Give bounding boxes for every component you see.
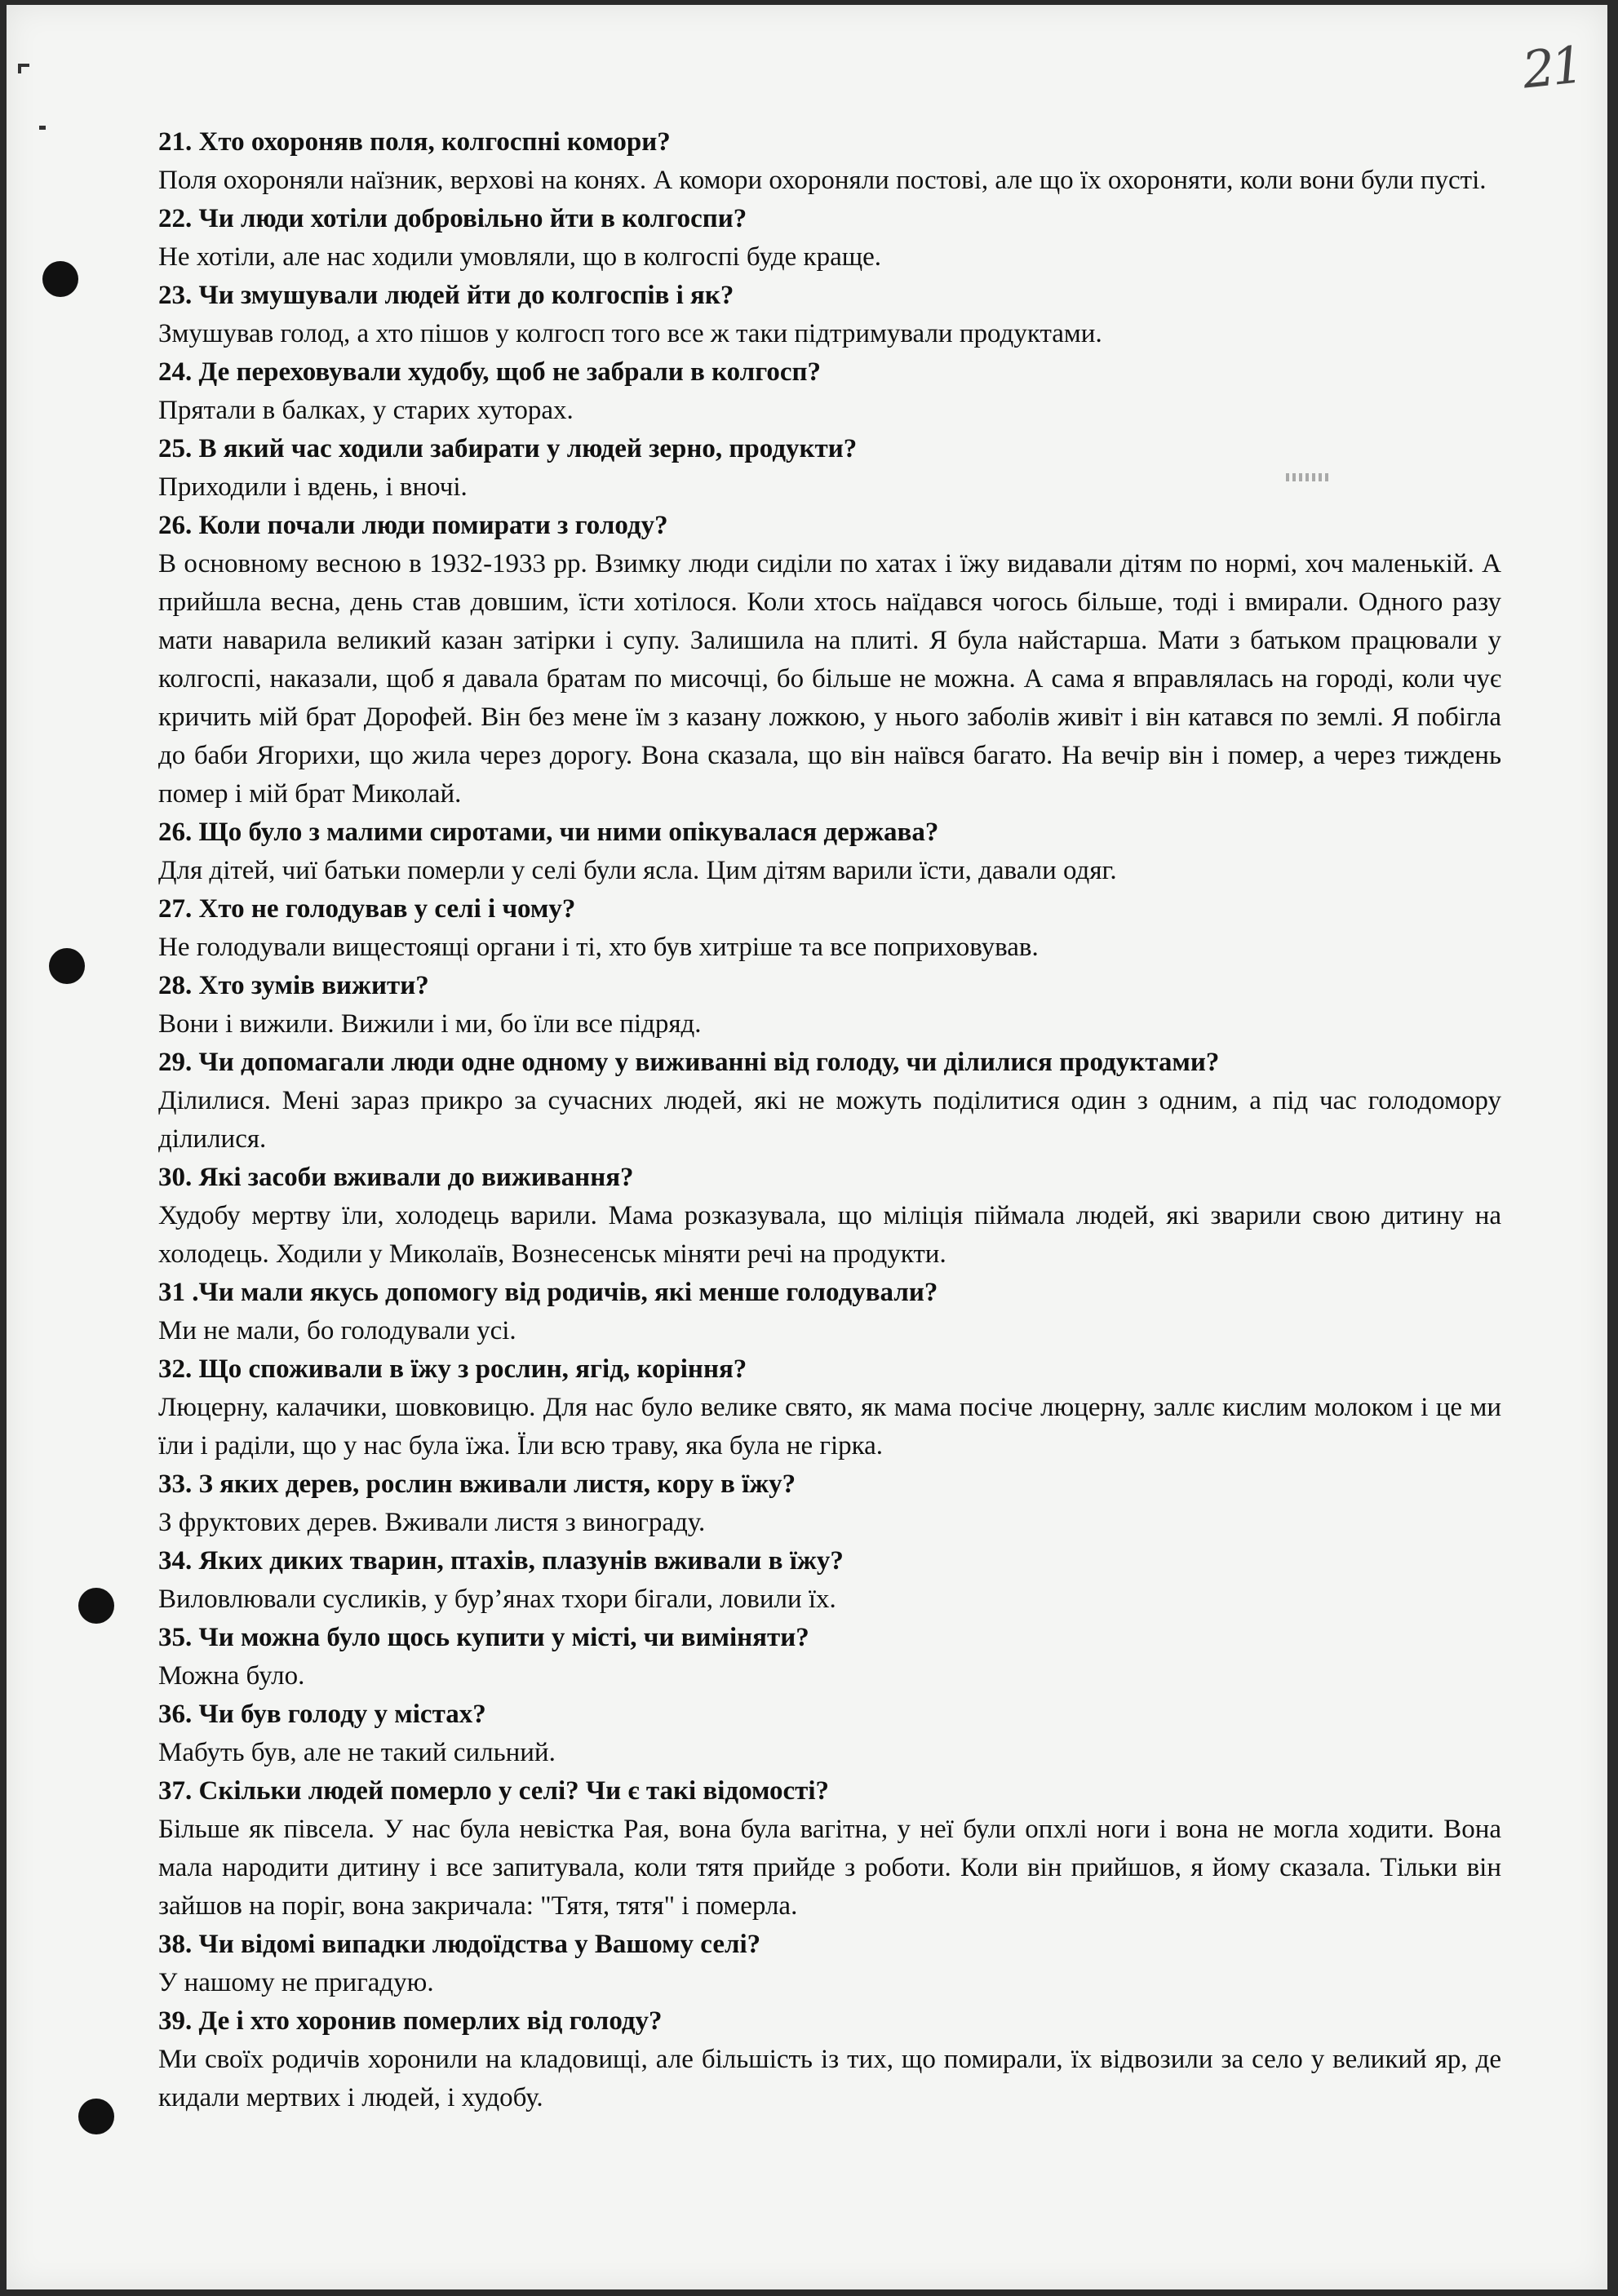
answer: Змушував голод, а хто пішов у колгосп того все ж таки підтримували продуктами. <box>158 319 1102 348</box>
question: 24. Де переховували худобу, щоб не забрали в колгосп? <box>158 357 822 387</box>
question: 22. Чи люди хотіли добровільно йти в колгоспи? <box>158 204 747 233</box>
answer: Поля охороняли наїзник, верхові на конях. А комори охороняли постові, але що їх охороняти, коли вони були пусті. <box>158 166 1487 195</box>
question: 38. Чи відомі випадки людоїдства у Вашому селі? <box>158 1930 761 1959</box>
question: 33. З яких дерев, рослин вживали листя, кору в їжу? <box>158 1469 796 1499</box>
question: 29. Чи допомагали люди одне одному у виживанні від голоду, чи ділилися продуктами? <box>158 1048 1220 1077</box>
question: 23. Чи змушували людей йти до колгоспів і як? <box>158 281 734 310</box>
question: 31 .Чи мали якусь допомогу від родичів, які менше голодували? <box>158 1278 938 1307</box>
answer: Худобу мертву їли, холодець варили. Мама розказувала, що міліція піймала людей, які зварили свою дитину на холодець. Ходили у Миколаїв, Вознесенськ міняти речі на продукти. <box>158 1201 1501 1269</box>
corner-mark <box>18 64 21 73</box>
question: 39. Де і хто хоронив померлих від голоду? <box>158 2006 663 2036</box>
answer: Прятали в балках, у старих хуторах. <box>158 396 574 425</box>
question: 21. Хто охороняв поля, колгоспні комори? <box>158 127 671 157</box>
answer: Люцерну, калачики, шовковицю. Для нас було велике свято, як мама посіче люцерну, заллє кислим молоком і це ми їли і раділи, що у нас була їжа. Їли всю траву, яка була не гірка. <box>158 1393 1501 1460</box>
answer: Ділилися. Мені зараз прикро за сучасних людей, які не можуть поділитися один з одним, а під час голодомору ділилися. <box>158 1086 1501 1154</box>
corner-mark <box>39 126 46 130</box>
page-number: 21 <box>1519 34 1584 100</box>
answer: Можна було. <box>158 1661 305 1691</box>
question: 30. Які засоби вживали до виживання? <box>158 1163 634 1192</box>
punch-hole <box>78 1588 114 1624</box>
answer: Ми не мали, бо голодували усі. <box>158 1316 516 1345</box>
question: 25. В який час ходили забирати у людей зерно, продукти? <box>158 434 858 463</box>
question: 27. Хто не голодував у селі і чому? <box>158 894 576 924</box>
questionnaire <box>158 123 1501 2117</box>
answer: В основному весною в 1932-1933 рр. Взимку люди сиділи по хатах і їжу видавали дітям по нормі, хоч маленькій. А прийшла весна, день став довшим, їсти хотілося. Коли хтось наїдався чогось більше, тоді і вмирали. Одного разу мати наварила великий казан затірки і супу. Залишила на плиті. Я була найстарша. Мати з батьком працювали у колгоспі, наказали, щоб я давала братам по мисочці, бо більше не можна. А сама я вправлялась на городі, коли чує кричить мій брат Дорофей. Він без мене їм з казану ложкою, у нього заболів живіт і він катався по землі. Я побігла до баби Ягорихи, що жила через дорогу. Вона сказала, що він наївся багато. На вечір він і помер, а через тиждень помер і мій брат Миколай. <box>158 549 1501 809</box>
answer: Виловлювали сусликів, у бур’янах тхори бігали, ловили їх. <box>158 1585 836 1614</box>
answer: Ми своїх родичів хоронили на кладовищі, але більшість із тих, що помирали, їх відвозили за село у великий яр, де кидали мертвих і людей, і худобу. <box>158 2045 1501 2112</box>
punch-hole <box>49 948 85 984</box>
document-page <box>7 5 1607 2289</box>
answer: Приходили і вдень, і вночі. <box>158 472 468 502</box>
question: 35. Чи можна було щось купити у місті, чи виміняти? <box>158 1623 809 1652</box>
question: 37. Скільки людей померло у селі? Чи є такі відомості? <box>158 1776 830 1806</box>
answer: У нашому не пригадую. <box>158 1968 434 1997</box>
question: 34. Яких диких тварин, птахів, плазунів вживали в їжу? <box>158 1546 844 1576</box>
punch-hole <box>78 2099 114 2134</box>
answer: Мабуть був, але не такий сильний. <box>158 1738 556 1767</box>
answer: Не хотіли, але нас ходили умовляли, що в колгоспі буде краще. <box>158 242 882 272</box>
question: 36. Чи був голоду у містах? <box>158 1700 486 1729</box>
punch-hole <box>42 261 78 297</box>
answer: Більше як півсела. У нас була невістка Рая, вона була вагітна, у неї були опхлі ноги і вона не могла ходити. Вона мала народити дитину і все запитувала, коли тятя прийде з роботи. Коли він прийшов, я йому сказала. Тільки він зайшов на поріг, вона закричала: "Тятя, тятя" і померла. <box>158 1815 1501 1921</box>
answer: Для дітей, чиї батьки померли у селі були ясла. Цим дітям варили їсти, давали одяг. <box>158 856 1117 885</box>
question: 26. Коли почали люди помирати з голоду? <box>158 511 668 540</box>
question: 28. Хто зумів вижити? <box>158 971 429 1000</box>
answer: Вони і вижили. Вижили і ми, бо їли все підряд. <box>158 1009 702 1039</box>
question: 32. Що споживали в їжу з рослин, ягід, коріння? <box>158 1354 747 1384</box>
question: 26. Що було з малими сиротами, чи ними опікувалася держава? <box>158 818 939 847</box>
answer: З фруктових дерев. Вживали листя з винограду. <box>158 1508 706 1537</box>
answer: Не голодували вищестоящі органи і ті, хто був хитріше та все поприховував. <box>158 933 1039 962</box>
